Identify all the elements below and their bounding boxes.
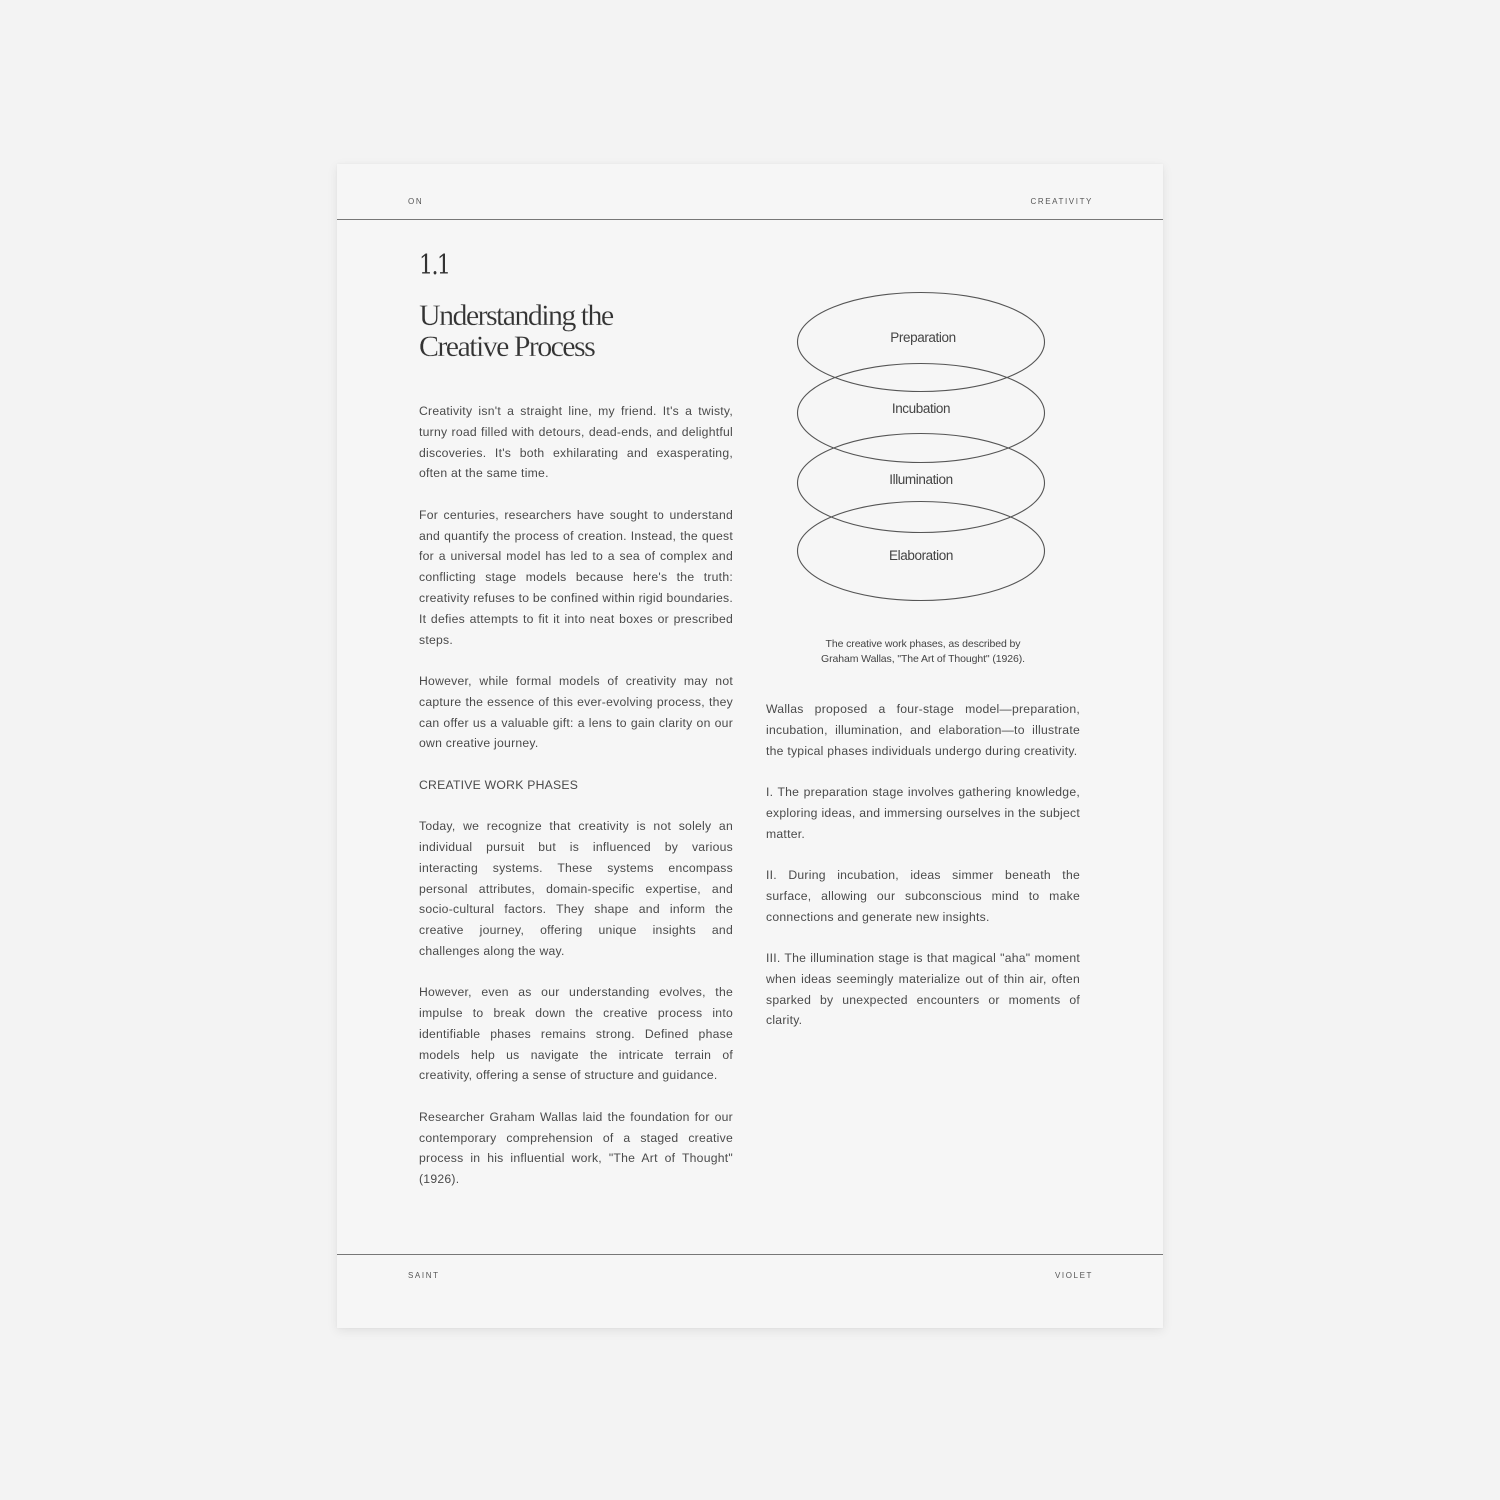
paragraph: Today, we recognize that creativity is not solely an individual pursuit but is influenced by various interacting systems. These systems encompass personal attributes, domain-specific expertise, and socio-cultural factors. They shape and inform the creative journey, offering unique insights and challenges along the way.: [419, 819, 733, 958]
creative-phases-diagram: [795, 289, 1051, 605]
phase-label-elaboration: Elaboration: [889, 548, 953, 563]
header-left: ON: [408, 197, 424, 206]
paragraph: III. The illumination stage is that magical "aha" moment when ideas seemingly materialize out of thin air, often sparked by unexpected encounters or moments of clarity.: [766, 950, 1080, 1028]
footer-rule: [337, 1254, 1163, 1255]
caption-line-2: Graham Wallas, "The Art of Thought" (1926).: [821, 653, 1025, 665]
footer-left: SAINT: [408, 1271, 440, 1280]
caption-line-1: The creative work phases, as described by: [825, 638, 1021, 650]
paragraph: II. During incubation, ideas simmer beneath the surface, allowing our subconscious mind to make connections and generate new insights.: [766, 867, 1080, 924]
section-subheading: CREATIVE WORK PHASES: [419, 777, 579, 792]
footer-right: VIOLET: [1054, 1271, 1093, 1280]
paragraph: I. The preparation stage involves gathering knowledge, exploring ideas, and immersing ourselves in the subject matter.: [766, 784, 1080, 841]
phase-label-preparation: Preparation: [890, 330, 956, 345]
diagram-caption: [766, 637, 1080, 667]
header-rule: [337, 219, 1163, 220]
phase-label-incubation: Incubation: [891, 401, 951, 416]
header-right: CREATIVITY: [1030, 197, 1093, 206]
chapter-title-line-1: Understanding the: [419, 299, 613, 332]
document-page: [337, 164, 1163, 1328]
right-column: [766, 699, 1080, 1052]
paragraph: Wallas proposed a four-stage model—preparation, incubation, illumination, and elaboration—to illustrate the typical phases individuals undergo during creativity.: [766, 702, 1080, 758]
paragraph: Researcher Graham Wallas laid the foundation for our contemporary comprehension of a staged creative process in his influential work, "The Art of Thought" (1926).: [419, 1109, 733, 1187]
paragraph: However, while formal models of creativity may not capture the essence of this ever-evolving process, they can offer us a valuable gift: a lens to gain clarity on our own creative journey.: [419, 673, 733, 751]
chapter-number: 1.1: [419, 250, 450, 281]
paragraph: However, even as our understanding evolves, the impulse to break down the creative process into identifiable phases remains strong. Defined phase models help us navigate the intricate terrain of creativity, offering a sense of structure and guidance.: [419, 985, 733, 1083]
paragraph: For centuries, researchers have sought to understand and quantify the process of creation. Instead, the quest for a universal model has led to a sea of complex and conflicting stage models because here's the truth: creativity refuses to be confined within rigid boundaries. It defies attempts to fit it into neat boxes or prescribed steps.: [419, 507, 733, 647]
paragraph: Creativity isn't a straight line, my friend. It's a twisty, turny road filled with detours, dead-ends, and delightful discoveries. It's both exhilarating and exasperating, often at the same time.: [419, 404, 733, 481]
left-column: [419, 401, 733, 1211]
chapter-title: [419, 300, 719, 362]
chapter-title-line-2: Creative Process: [419, 330, 595, 363]
phase-label-illumination: Illumination: [889, 472, 953, 487]
